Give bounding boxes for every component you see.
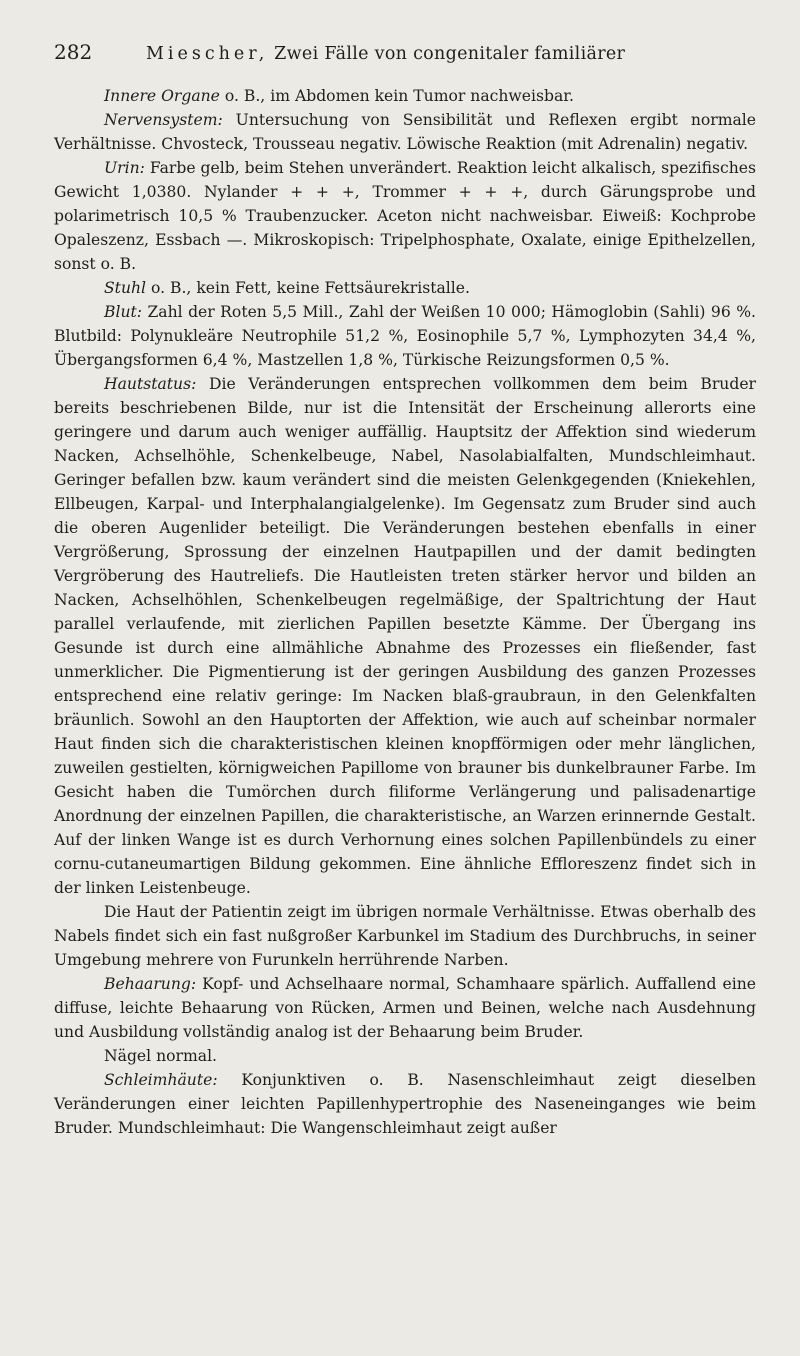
paragraph-text: o. B., kein Fett, keine Fettsäurekristalle. bbox=[146, 279, 470, 297]
paragraph-schleimhaeute bbox=[54, 1068, 756, 1140]
paragraph-label: Behaarung: bbox=[104, 975, 197, 993]
paragraph-text: o. B., im Abdomen kein Tumor nachweisbar. bbox=[219, 87, 574, 105]
paragraph-text: Kopf- und Achselhaare normal, Schamhaare spärlich. Auffallend eine diffuse, leichte Behaarung von Rücken, Armen und Beinen, welche nach Ausdehnung und Ausbildung vollständig analog ist der Behaarung beim Bruder. bbox=[54, 975, 756, 1041]
paragraph-nervensystem bbox=[54, 108, 756, 156]
paragraph-text: Konjunktiven o. B. Nasenschleimhaut zeigt dieselben Veränderungen einer leichten Papillenhypertrophie des Naseneinganges wie beim Bruder. Mundschleimhaut: Die Wangenschleimhaut zeigt außer bbox=[54, 1071, 756, 1137]
paragraph-urin bbox=[54, 156, 756, 276]
paragraph-label: Hautstatus: bbox=[104, 375, 197, 393]
paragraph-label: Urin: bbox=[104, 159, 145, 177]
paragraph-label: Nervensystem: bbox=[104, 111, 223, 129]
paragraph-text: Zahl der Roten 5,5 Mill., Zahl der Weißen 10 000; Hämoglobin (Sahli) 96 %. Blutbild: Polynukleäre Neutrophile 51,2 %, Eosinophile 5,7 %, Lymphozyten 34,4 %, Übergangsformen 6,4 %, Mastzellen 1,8 %, Türkische Reizungsformen 0,5 %. bbox=[54, 303, 756, 369]
paragraph-text: Die Haut der Patientin zeigt im übrigen normale Verhältnisse. Etwas oberhalb des Nabels findet sich ein fast nußgroßer Karbunkel im Stadium des Durchbruchs, in seiner Umgebung mehrere von Furunkeln herrührende Narben. bbox=[54, 903, 756, 969]
running-head bbox=[146, 44, 625, 64]
paragraph-text: Farbe gelb, beim Stehen unverändert. Reaktion leicht alkalisch, spezifisches Gewicht 1,0380. Nylander + + +, Trommer + + +, durch Gärungsprobe und polarimetrisch 10,5 % Traubenzucker. Aceton nicht nachweisbar. Eiweiß: Kochprobe Opaleszenz, Essbach —. Mikroskopisch: Tripelphosphate, Oxalate, einige Epithelzellen, sonst o. B. bbox=[54, 159, 756, 273]
paragraph-label: Stuhl bbox=[104, 279, 147, 297]
paragraph-label: Innere Organe bbox=[104, 87, 220, 105]
paragraph-hautstatus bbox=[54, 372, 756, 900]
paragraph-label: Blut: bbox=[104, 303, 143, 321]
running-head-title: Zwei Fälle von congenitaler familiärer bbox=[274, 44, 626, 64]
body-text bbox=[54, 84, 756, 1140]
paragraph-naegel bbox=[54, 1044, 756, 1068]
paragraph-label: Schleimhäute: bbox=[104, 1071, 218, 1089]
paragraph-haut-patientin bbox=[54, 900, 756, 972]
paragraph-text: Die Veränderungen entsprechen vollkommen dem beim Bruder bereits beschriebenen Bilde, nur ist die Intensität der Erscheinung allerorts eine geringere und darum auch weniger auffällig. Hauptsitz der Affektion sind wiederum Nacken, Achselhöhle, Schenkelbeuge, Nabel, Nasolabialfalten, Mundschleimhaut. Geringer befallen bzw. kaum verändert sind die meisten Gelenkgegenden (Kniekehlen, Ellbeugen, Karpal- und Interphalangialgelenke). Im Gegensatz zum Bruder sind auch die oberen Augenlider beteiligt. Die Veränderungen bestehen ebenfalls in einer Vergrößerung, Sprossung der einzelnen Hautpapillen und der damit bedingten Vergröberung des Hautreliefs. Die Hautleisten treten stärker hervor und bilden an Nacken, Achselhöhlen, Schenkelbeugen regelmäßige, der Spaltrichtung der Haut parallel verlaufende, mit zierlichen Papillen besetzte Kämme. Der Übergang ins Gesunde ist durch eine allmähliche Abnahme des Prozesses ein fließender, fast unmerklicher. Die Pigmentierung ist der geringen Ausbildung des ganzen Prozesses entsprechend eine relativ geringe: Im Nacken blaß-graubraun, in den Gelenkfalten bräunlich. Sowohl an den Hauptorten der Affektion, wie auch auf scheinbar normaler Haut finden sich die charakteristischen kleinen knopfförmigen oder mehr länglichen, zuweilen gestielten, körnigweichen Papillome von brauner bis dunkelbrauner Farbe. Im Gesicht haben die Tumörchen durch filiforme Verlängerung und palisadenartige Anordnung der einzelnen Papillen, die charakteristische, an Warzen erinnernde Gestalt. Auf der linken Wange ist es durch Verhornung eines solchen Papillenbündels zu einer cornu-cutaneumartigen Bildung gekommen. Eine ähnliche Effloreszenz findet sich in der linken Leistenbeuge. bbox=[54, 375, 756, 897]
paragraph-blut bbox=[54, 300, 756, 372]
page-number: 282 bbox=[54, 40, 93, 64]
paragraph-text: Nägel normal. bbox=[104, 1047, 218, 1065]
paragraph-innere-organe bbox=[54, 84, 756, 108]
page-header bbox=[54, 40, 756, 76]
running-head-author: Miescher, bbox=[146, 44, 269, 64]
paragraph-behaarung bbox=[54, 972, 756, 1044]
paragraph-stuhl bbox=[54, 276, 756, 300]
paragraph-text: Untersuchung von Sensibilität und Reflexen ergibt normale Verhältnisse. Chvosteck, Trousseau negativ. Löwische Reaktion (mit Adrenalin) negativ. bbox=[54, 111, 756, 153]
